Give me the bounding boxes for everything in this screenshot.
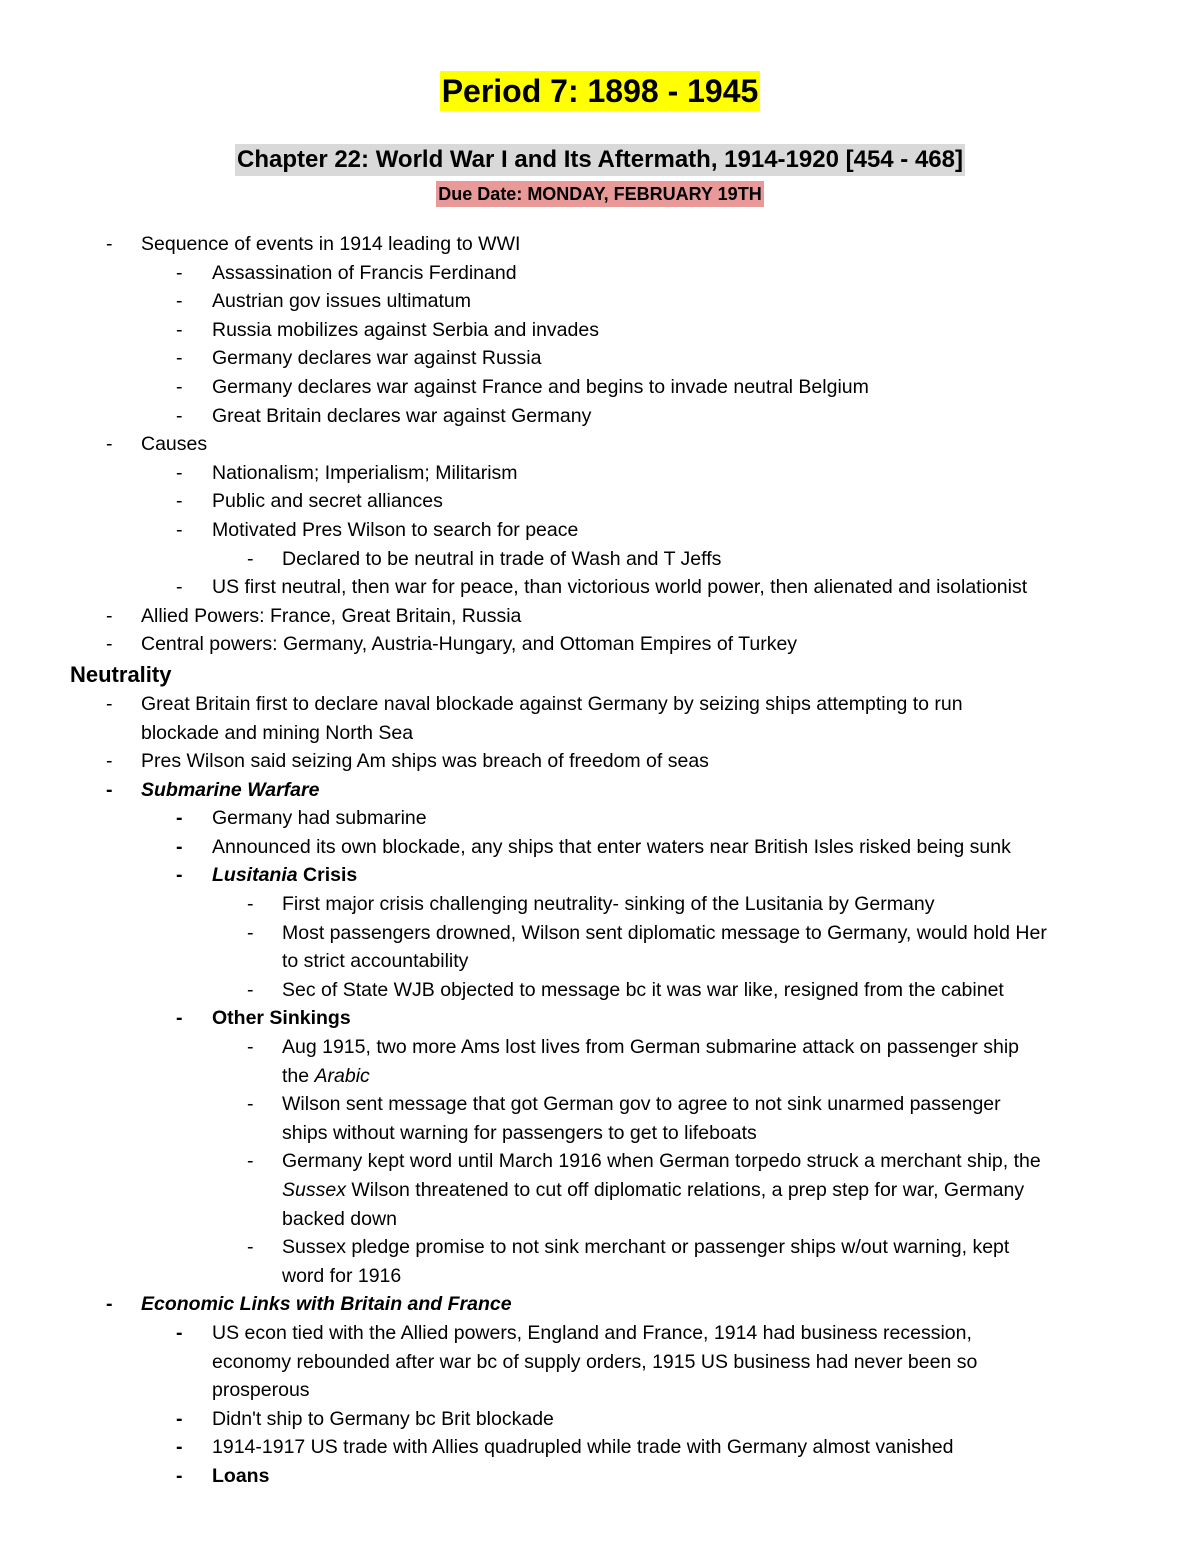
- list-item: - Public and secret alliances: [176, 490, 443, 513]
- list-item: - Sussex pledge promise to not sink merchant or passenger ships w/out warning, kept: [247, 1236, 1010, 1259]
- list-item: - 1914-1917 US trade with Allies quadrupled while trade with Germany almost vanished: [176, 1436, 954, 1459]
- list-item: - Germany had submarine: [176, 807, 427, 830]
- list-item: - Germany declares war against France and begins to invade neutral Belgium: [176, 375, 869, 398]
- title-block: [0, 71, 1200, 111]
- list-item: - Great Britain declares war against Germany: [176, 404, 592, 427]
- page-title: Period 7: 1898 - 1945: [441, 73, 759, 109]
- list-item: - Great Britain first to declare naval blockade against Germany by seizing ships attempting to run: [106, 692, 963, 715]
- list-item: - Russia mobilizes against Serbia and invades: [176, 318, 599, 341]
- list-item: - Sequence of events in 1914 leading to WWI: [106, 233, 521, 255]
- list-item-continued: word for 1916: [282, 1264, 402, 1287]
- list-item: - Causes: [106, 433, 208, 456]
- due-block: [0, 181, 1200, 207]
- list-item-economic-links: - Economic Links with Britain and France: [106, 1293, 512, 1316]
- list-item-continued: Sussex Wilson threatened to cut off diplomatic relations, a prep step for war, Germany: [282, 1179, 1025, 1201]
- list-item: - First major crisis challenging neutrality- sinking of the Lusitania by Germany: [247, 893, 935, 916]
- due-date: Due Date: MONDAY, FEBRUARY 19TH: [436, 181, 763, 207]
- list-item: - Allied Powers: France, Great Britain, Russia: [106, 604, 522, 627]
- list-item: - Announced its own blockade, any ships that enter waters near British Isles risked being sunk: [176, 835, 1011, 858]
- list-item: - Didn't ship to Germany bc Brit blockade: [176, 1407, 554, 1430]
- list-item: - US econ tied with the Allied powers, England and France, 1914 had business recession,: [176, 1321, 972, 1344]
- list-item-continued: ships without warning for passengers to get to lifeboats: [282, 1121, 757, 1144]
- section-heading-neutrality: Neutrality: [70, 661, 172, 687]
- list-item: - Germany kept word until March 1916 when German torpedo struck a merchant ship, the: [247, 1150, 1041, 1173]
- list-item-continued: to strict accountability: [282, 950, 469, 973]
- list-item-other-sinkings: - Other Sinkings: [176, 1007, 351, 1030]
- list-item-continued: prosperous: [212, 1379, 310, 1402]
- list-item: - Motivated Pres Wilson to search for peace: [176, 518, 579, 541]
- outline: [0, 230, 1200, 1491]
- list-item: - Sec of State WJB objected to message bc it was war like, resigned from the cabinet: [247, 978, 1004, 1001]
- list-item-loans: - Loans: [176, 1464, 270, 1487]
- list-item-submarine-warfare: - Submarine Warfare: [106, 778, 320, 801]
- chapter-title: Chapter 22: World War I and Its Aftermath, 1914-1920 [454 - 468]: [235, 144, 965, 176]
- list-item-continued: the Arabic: [282, 1064, 370, 1087]
- list-item-continued: blockade and mining North Sea: [141, 721, 414, 744]
- list-item-continued: economy rebounded after war bc of supply orders, 1915 US business had never been so: [212, 1350, 978, 1373]
- list-item-continued: backed down: [282, 1207, 397, 1230]
- list-item: - US first neutral, then war for peace, than victorious world power, then alienated and isolationist: [176, 576, 1028, 599]
- list-item: - Pres Wilson said seizing Am ships was breach of freedom of seas: [106, 750, 709, 773]
- list-item: - Central powers: Germany, Austria-Hungary, and Ottoman Empires of Turkey: [106, 633, 798, 656]
- chapter-block: [0, 144, 1200, 176]
- list-item: - Nationalism; Imperialism; Militarism: [176, 461, 518, 484]
- list-item: - Most passengers drowned, Wilson sent diplomatic message to Germany, would hold Her: [247, 921, 1047, 944]
- list-item: - Aug 1915, two more Ams lost lives from German submarine attack on passenger ship: [247, 1036, 1020, 1059]
- list-item-lusitania-crisis: - Lusitania Crisis: [176, 864, 358, 887]
- list-item: - Wilson sent message that got German gov to agree to not sink unarmed passenger: [247, 1093, 1001, 1116]
- list-item: - Germany declares war against Russia: [176, 347, 542, 370]
- list-item: - Declared to be neutral in trade of Wash and T Jeffs: [247, 547, 722, 570]
- list-item: - Assassination of Francis Ferdinand: [176, 261, 517, 284]
- list-item: - Austrian gov issues ultimatum: [176, 290, 472, 313]
